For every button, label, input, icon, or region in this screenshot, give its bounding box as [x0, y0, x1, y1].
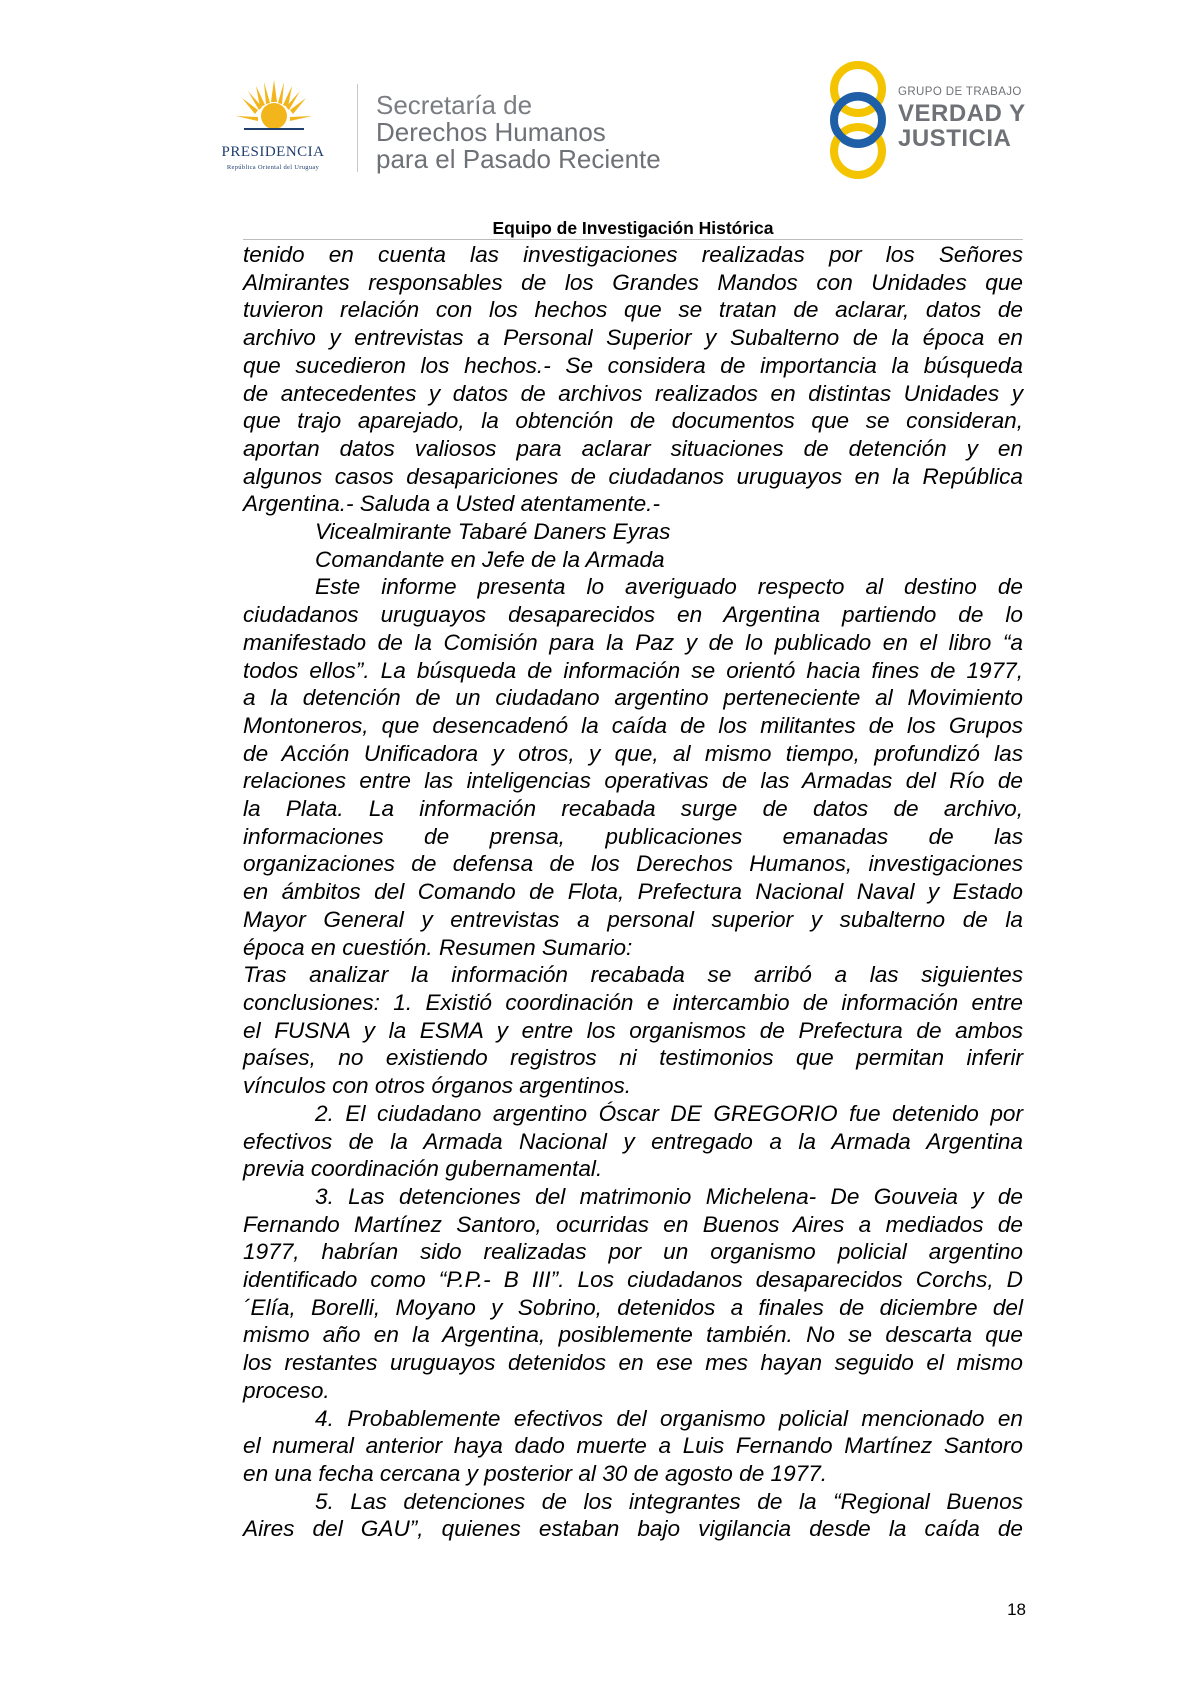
grupo-small-label: GRUPO DE TRABAJO [898, 86, 1022, 98]
text-line: los restantes uruguayos detenidos en ese mes hayan seguido el mismo [243, 1350, 1023, 1376]
presidencia-logo [196, 78, 350, 178]
text-line: países, no existiendo registros ni testimonios que permitan inferir [243, 1045, 1023, 1071]
page-header [0, 0, 1190, 210]
text-line: informaciones de prensa, publicaciones emanadas de las [243, 823, 1023, 849]
text-line: relaciones entre las inteligencias operativas de las Armadas del Río de [243, 768, 1023, 794]
text-line: de antecedentes y datos de archivos realizados en distintas Unidades y [243, 380, 1023, 406]
text-line: Fernando Martínez Santoro, ocurridas en Buenos Aires a mediados de [243, 1211, 1023, 1237]
signature-title: Comandante en Jefe de la Armada [315, 546, 665, 572]
text-line: ciudadanos uruguayos desaparecidos en Argentina partiendo de lo [243, 602, 1023, 628]
text-line: proceso. [243, 1377, 330, 1403]
text-line: organizaciones de defensa de los Derechos Humanos, investigaciones [243, 851, 1023, 877]
text-line: 4. Probablemente efectivos del organismo policial mencionado en [315, 1405, 1023, 1431]
text-line: que sucedieron los hechos.- Se considera de importancia la búsqueda [243, 352, 1023, 378]
text-line: en ámbitos del Comando de Flota, Prefectura Nacional Naval y Estado [243, 879, 1023, 905]
text-line: Almirantes responsables de los Grandes Mandos con Unidades que [243, 269, 1023, 295]
presidencia-name: PRESIDENCIA [221, 144, 325, 160]
text-line: Argentina.- Saluda a Usted atentamente.- [243, 491, 660, 517]
text-line: tuvieron relación con los hechos que se tratan de aclarar, datos de [243, 297, 1023, 323]
page-number: 18 [1007, 1600, 1026, 1619]
text-line: 2. El ciudadano argentino Óscar DE GREGORIO fue detenido por [315, 1100, 1023, 1126]
text-line: Mayor General y entrevistas a personal superior y subalterno de la [243, 906, 1023, 932]
text-line: el FUSNA y la ESMA y entre los organismos de Prefectura de ambos [243, 1017, 1023, 1043]
text-line: que trajo aparejado, la obtención de documentos que se consideran, [243, 408, 1023, 434]
text-line: Este informe presenta lo averiguado respecto al destino de [315, 574, 1023, 600]
text-line: manifestado de la Comisión para la Paz y de lo publicado en el libro “a [243, 629, 1023, 655]
grupo-big-label-2: JUSTICIA [898, 125, 1012, 152]
secretaria-line-1: Secretaría de [376, 90, 533, 120]
interlocking-rings-icon [822, 58, 894, 182]
grupo-big-label-1: VERDAD Y [898, 100, 1026, 127]
text-line: de Acción Unificadora y otros, y que, al mismo tiempo, profundizó las [243, 740, 1023, 766]
text-line: Montoneros, que desencadenó la caída de los militantes de los Grupos [243, 712, 1023, 738]
text-line: todos ellos”. La búsqueda de información se orientó hacia fines de 1977, [243, 657, 1023, 683]
text-line: 1977, habrían sido realizadas por un organismo policial argentino [243, 1239, 1023, 1265]
text-line: la Plata. La información recabada surge de datos de archivo, [243, 796, 1023, 822]
header-divider [357, 84, 358, 172]
text-line: ´Elía, Borelli, Moyano y Sobrino, detenidos a finales de diciembre del [243, 1294, 1023, 1320]
text-line: aportan datos valiosos para aclarar situaciones de detención y en [243, 435, 1023, 461]
sun-emblem-icon [234, 78, 314, 140]
text-line: época en cuestión. Resumen Sumario: [243, 934, 633, 960]
text-line: vínculos con otros órganos argentinos. [243, 1073, 632, 1099]
text-line: 5. Las detenciones de los integrantes de la “Regional Buenos [315, 1488, 1023, 1514]
document-body [243, 241, 1023, 1543]
signature-name: Vicealmirante Tabaré Daners Eyras [315, 519, 671, 545]
text-line: en una fecha cercana y posterior al 30 de agosto de 1977. [243, 1460, 828, 1486]
text-line: algunos casos desapariciones de ciudadanos uruguayos en la República [243, 463, 1023, 489]
section-title: Equipo de Investigación Histórica [492, 218, 774, 238]
presidencia-subtitle: República Oriental del Uruguay [226, 164, 320, 171]
text-line: a la detención de un ciudadano argentino perteneciente al Movimiento [243, 685, 1023, 711]
text-line: el numeral anterior haya dado muerte a Luis Fernando Martínez Santoro [243, 1433, 1023, 1459]
text-line: 3. Las detenciones del matrimonio Michelena- De Gouveia y de [315, 1183, 1023, 1209]
text-line: tenido en cuenta las investigaciones realizadas por los Señores [243, 242, 1023, 267]
grupo-trabajo-logo [822, 58, 1052, 182]
text-line: conclusiones: 1. Existió coordinación e intercambio de información entre [243, 989, 1023, 1015]
text-line: mismo año en la Argentina, posiblemente también. No se descarta que [243, 1322, 1023, 1348]
secretaria-line-2: Derechos Humanos [376, 117, 606, 147]
secretaria-line-3: para el Pasado Reciente [376, 144, 661, 174]
text-line: archivo y entrevistas a Personal Superior y Subalterno de la época en [243, 325, 1023, 351]
header-rule [243, 239, 1023, 240]
text-line: efectivos de la Armada Nacional y entregado a la Armada Argentina [243, 1128, 1023, 1154]
text-line: Tras analizar la información recabada se arribó a las siguientes [243, 962, 1023, 988]
text-line: identificado como “P.P.- B III”. Los ciudadanos desaparecidos Corchs, D [243, 1267, 1023, 1293]
text-line: previa coordinación gubernamental. [243, 1156, 603, 1182]
text-line: Aires del GAU”, quienes estaban bajo vigilancia desde la caída de [243, 1516, 1023, 1542]
secretaria-title [376, 92, 661, 173]
